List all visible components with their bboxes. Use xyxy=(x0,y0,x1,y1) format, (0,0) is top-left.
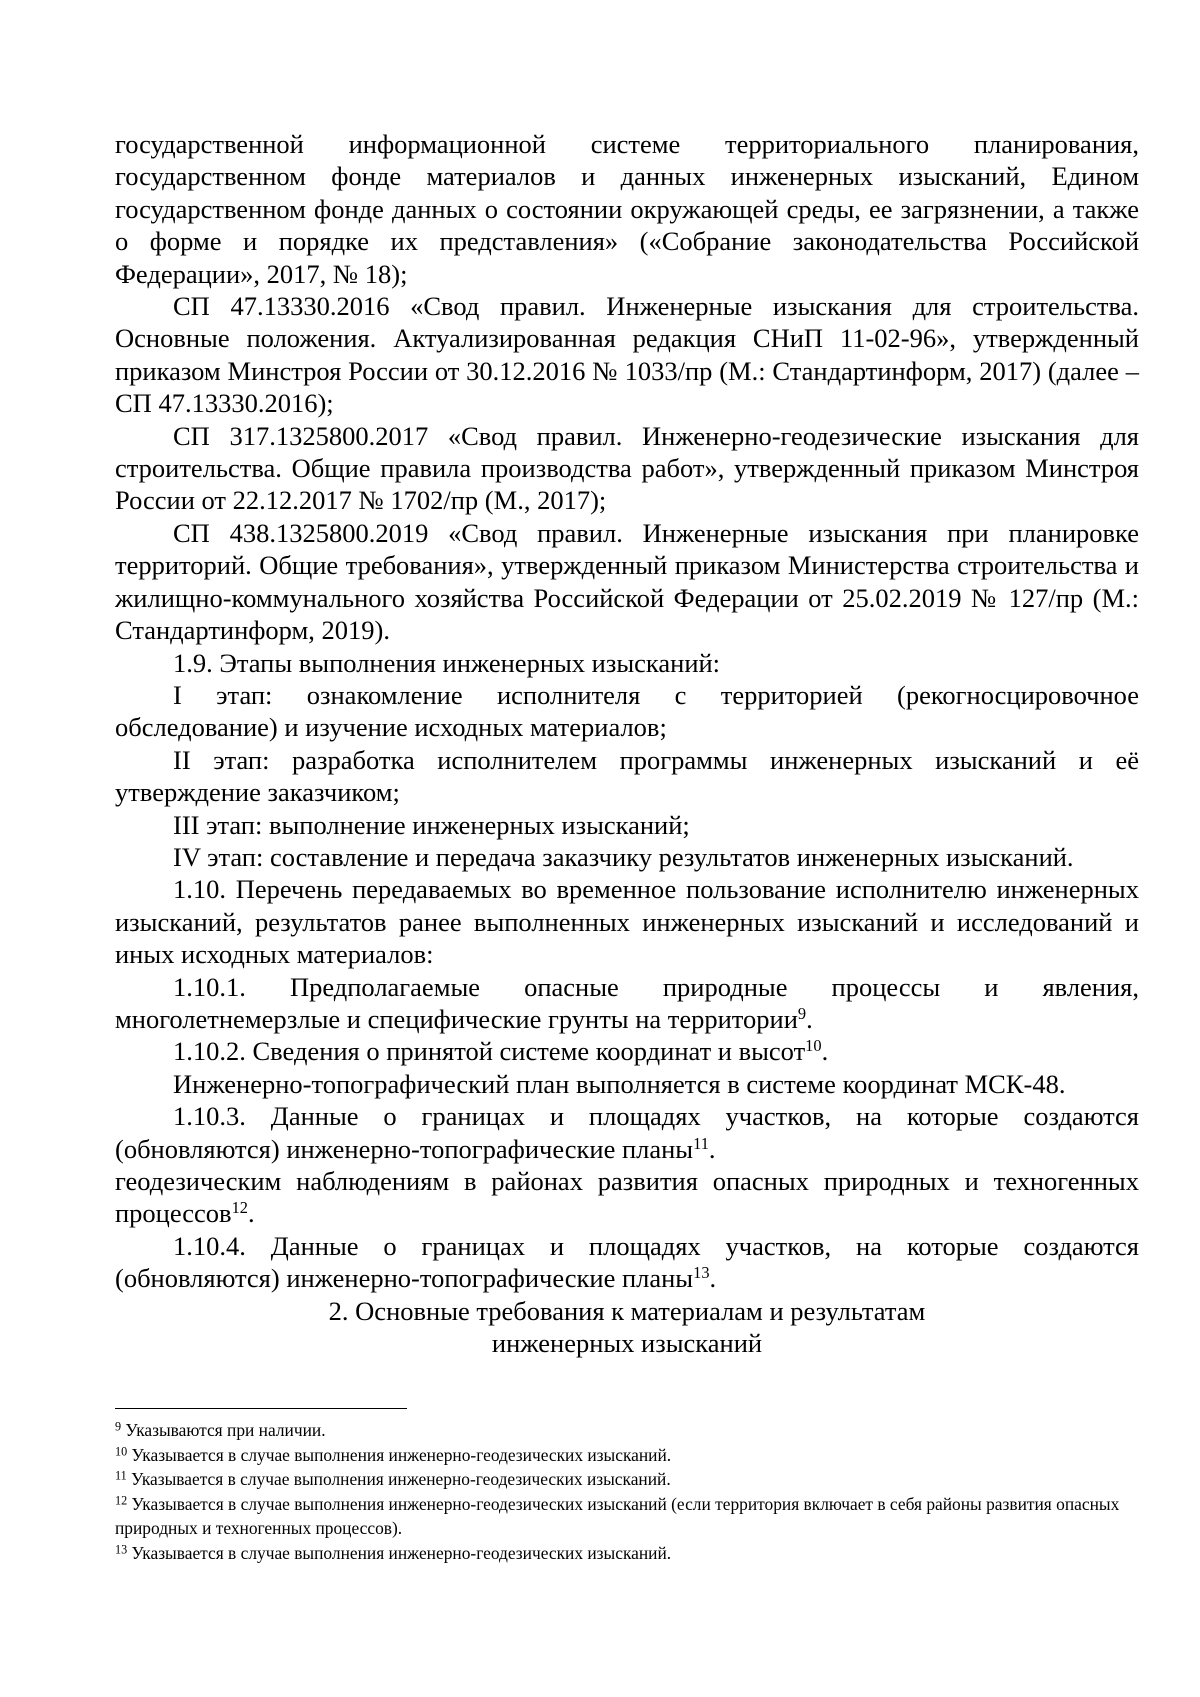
paragraph-coordinate-system: Инженерно-топографический план выполняется в системе координат МСК-48. xyxy=(173,1068,1066,1099)
paragraph-1-10-4 xyxy=(115,1230,1139,1295)
footnote-text: Указывается в случае выполнения инженерно-геодезических изысканий (если территория включает в себя районы развития опасных природных и техногенных процессов). xyxy=(115,1493,1120,1538)
paragraph-1-10-1 xyxy=(115,971,1139,1036)
paragraph-text: 1.10.3. Данные о границах и площадях участков, на которые создаются (обновляются) инженерно-топографические планы xyxy=(115,1101,1139,1164)
section-heading-line-2: инженерных изысканий xyxy=(491,1328,763,1359)
paragraph-tail: . xyxy=(806,1003,813,1034)
paragraph-stage-3: III этап: выполнение инженерных изысканий; xyxy=(173,809,690,840)
footnote-separator xyxy=(115,1408,407,1409)
footnote-text: Указывается в случае выполнения инженерно-геодезических изысканий. xyxy=(127,1444,672,1465)
document-body xyxy=(115,128,1139,1359)
footnote-text: Указывается в случае выполнения инженерно-геодезических изысканий. xyxy=(126,1469,671,1489)
paragraph-federal-law-tail: государственной информационной системе территориального планирования, государственном фонде материалов и данных инженерных изысканий, Едином государственном фонде данных о состоянии окружающей среды, ее загрязнении, а также о форме и порядке их представления» («Собрание законодательства Российской Федерации», 2017, № 18); xyxy=(115,129,1139,289)
footnote-13 xyxy=(115,1541,1139,1566)
footnote-number: 12 xyxy=(115,1493,128,1508)
footnote-ref-13[interactable]: 13 xyxy=(693,1263,710,1283)
footnote-number: 10 xyxy=(115,1444,128,1459)
paragraph-text: 1.10.1. Предполагаемые опасные природные процессы и явления, многолетнемерзлые и специфические грунты на территории xyxy=(115,971,1139,1034)
paragraph-geodetic-observations xyxy=(115,1165,1139,1230)
paragraph-sp-47: СП 47.13330.2016 «Свод правил. Инженерные изыскания для строительства. Основные положения. Актуализированная редакция СНиП 11-02-96», утвержденный приказом Минстроя России от 30.12.2016 № 1033/пр (М.: Стандартинформ, 2017) (далее – СП 47.13330.2016); xyxy=(115,291,1139,419)
footnote-ref-12[interactable]: 12 xyxy=(231,1198,248,1218)
paragraph-stage-4: IV этап: составление и передача заказчику результатов инженерных изысканий. xyxy=(173,841,1074,872)
paragraph-1-9: 1.9. Этапы выполнения инженерных изысканий: xyxy=(173,647,721,678)
footnote-text: Указывается в случае выполнения инженерно-геодезических изысканий. xyxy=(127,1542,672,1563)
paragraph-text: 1.10.2. Сведения о принятой системе координат и высот xyxy=(173,1036,806,1067)
footnote-number: 11 xyxy=(115,1468,127,1483)
paragraph-stage-2: II этап: разработка исполнителем программы инженерных изысканий и её утверждение заказчиком; xyxy=(115,744,1139,808)
paragraph-stage-1: I этап: ознакомление исполнителя с территорией (рекогносцировочное обследование) и изучение исходных материалов; xyxy=(115,679,1139,743)
paragraph-text: геодезическим наблюдениям в районах развития опасных природных и техногенных процессов xyxy=(115,1166,1139,1229)
footnote-10 xyxy=(115,1443,1139,1468)
footnote-number: 9 xyxy=(115,1419,122,1434)
footnotes xyxy=(115,1418,1139,1565)
footnote-11 xyxy=(115,1467,1139,1492)
footnote-ref-11[interactable]: 11 xyxy=(693,1133,709,1153)
footnote-12 xyxy=(115,1492,1139,1541)
paragraph-tail: . xyxy=(709,1263,717,1294)
footnote-number: 13 xyxy=(115,1542,128,1557)
footnote-ref-10[interactable]: 10 xyxy=(805,1036,822,1056)
footnote-9 xyxy=(115,1418,1139,1443)
paragraph-tail: . xyxy=(708,1133,716,1164)
paragraph-1-10-2 xyxy=(115,1035,1139,1067)
paragraph-tail: . xyxy=(821,1036,829,1067)
paragraph-1-10: 1.10. Перечень передаваемых во временное пользование исполнителю инженерных изысканий, результатов ранее выполненных инженерных изысканий и исследований и иных исходных материалов: xyxy=(115,874,1139,970)
paragraph-tail: . xyxy=(248,1198,255,1229)
paragraph-1-10-3 xyxy=(115,1100,1139,1165)
paragraph-sp-438: СП 438.1325800.2019 «Свод правил. Инженерные изыскания при планировке территорий. Общие требования», утвержденный приказом Министерства строительства и жилищно-коммунального хозяйства Российской Федерации от 25.02.2019 № 127/пр (М.: Стандартинформ, 2019). xyxy=(115,517,1139,646)
footnote-ref-9[interactable]: 9 xyxy=(797,1003,807,1023)
footnote-text: Указываются при наличии. xyxy=(121,1420,326,1440)
paragraph-sp-317: СП 317.1325800.2017 «Свод правил. Инженерно-геодезические изыскания для строительства. Общие правила производства работ», утвержденный приказом Минстроя России от 22.12.2017 № 1702/пр (М., 2017); xyxy=(115,420,1139,516)
paragraph-text: 1.10.4. Данные о границах и площадях участков, на которые создаются (обновляются) инженерно-топографические планы xyxy=(115,1230,1139,1294)
section-heading xyxy=(115,1295,1139,1360)
section-heading-line-1: 2. Основные требования к материалам и результатам xyxy=(328,1295,926,1326)
